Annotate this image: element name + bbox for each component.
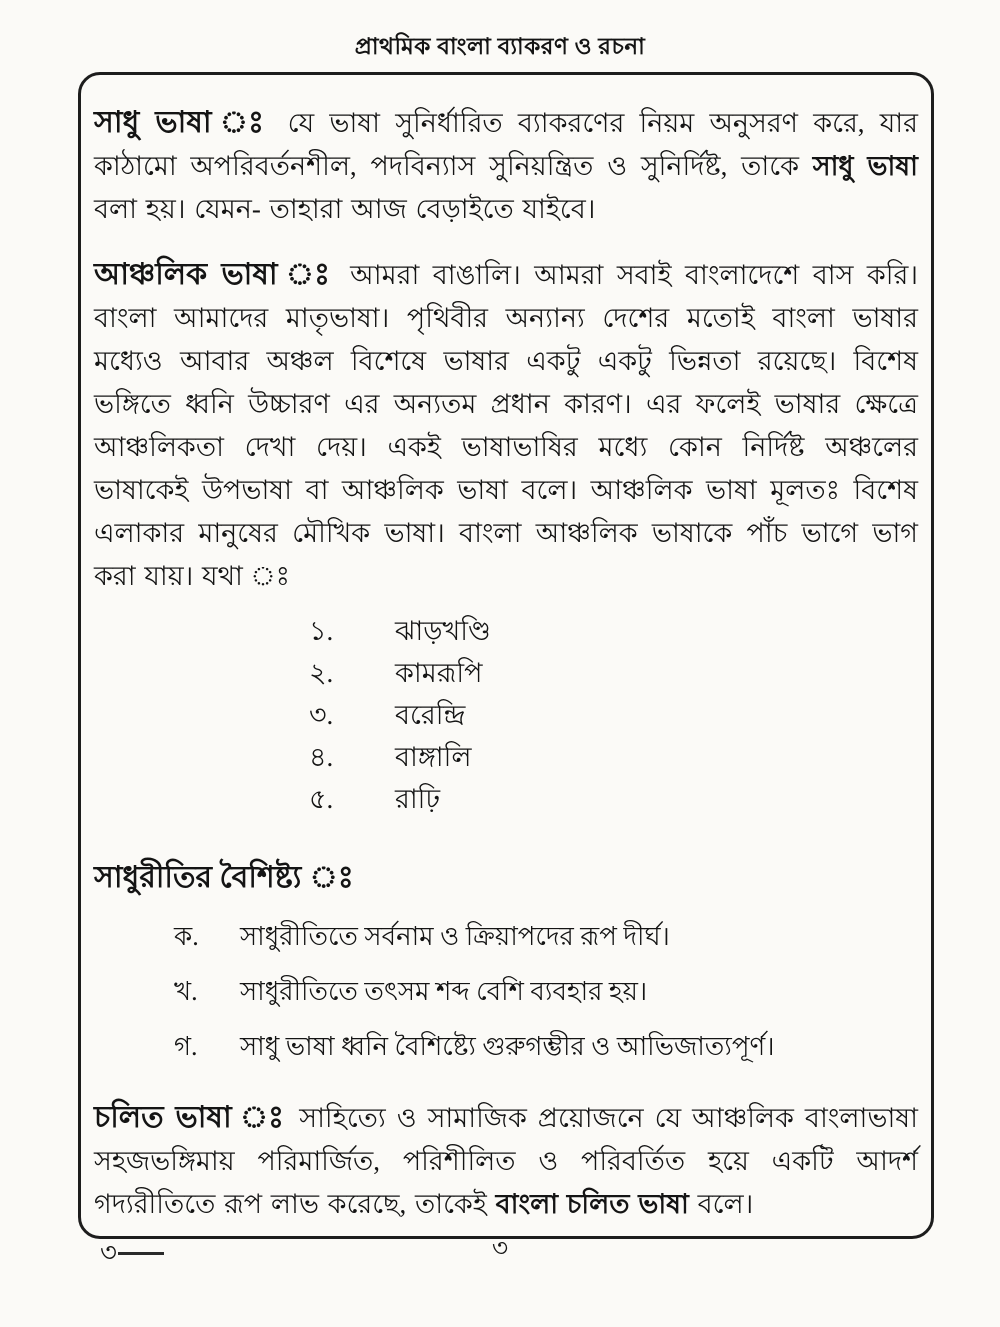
feature-item xyxy=(94,916,918,958)
sadhu-bhasha-heading: সাধু ভাষা ঃ xyxy=(94,106,273,139)
sadhu-bhasha-bold-term: সাধু ভাষা xyxy=(812,151,918,181)
feature-item xyxy=(94,971,918,1013)
dialect-number: ১. xyxy=(309,616,334,646)
cholito-bhasha-heading: চলিত ভাষা ঃ xyxy=(94,1101,289,1134)
dialect-number: ৩. xyxy=(309,700,334,730)
dialect-list xyxy=(309,610,918,820)
sadhu-bhasha-text-1: যে ভাষা সুনির্ধারিত ব্যাকরণের নিয়ম অনুসরণ করে, যার কাঠামো অপরিবর্তনশীল, পদবিন্যাস সুনিয়ন্ত্রিত ও সুনির্দিষ্ট, তাকে xyxy=(94,108,918,181)
page-header-title: প্রাথমিক বাংলা ব্যাকরণ ও রচনা xyxy=(354,34,646,59)
footer-center-page-number: ৩ xyxy=(491,1235,509,1262)
footer-left-page-number: ৩ xyxy=(100,1238,117,1267)
feature-text: সাধুরীতিতে তৎসম শব্দ বেশি ব্যবহার হয়। xyxy=(240,977,648,1006)
dialect-list-item xyxy=(309,736,918,778)
dialect-list-item xyxy=(309,778,918,820)
anchalik-bhasha-heading: আঞ্চলিক ভাষা ঃ xyxy=(94,258,337,291)
dialect-list-item xyxy=(309,652,918,694)
dialect-list-item xyxy=(309,610,918,652)
dialect-number: ৫. xyxy=(309,784,334,814)
dialect-label: রাঢ়ি xyxy=(395,784,441,814)
dialect-label: বরেন্দ্রি xyxy=(395,700,466,730)
feature-text: সাধুরীতিতে সর্বনাম ও ক্রিয়াপদের রূপ দীর্ঘ। xyxy=(240,922,670,951)
cholito-bhasha-text-2: বলে। xyxy=(688,1189,754,1219)
feature-text: সাধু ভাষা ধ্বনি বৈশিষ্ট্যে গুরুগম্ভীর ও আভিজাত্যপূর্ণ। xyxy=(240,1032,775,1061)
anchalik-bhasha-text: আমরা বাঙালি। আমরা সবাই বাংলাদেশে বাস করি। বাংলা আমাদের মাতৃভাষা। পৃথিবীর অন্যান্য দেশের মতোই বাংলা ভাষার মধ্যেও আবার অঞ্চল বিশেষে ভাষার একটু একটু ভিন্নতা রয়েছে। বিশেষ ভঙ্গিতে ধ্বনি উচ্চারণ এর অন্যতম প্রধান কারণ। এর ফলেই ভাষার ক্ষেত্রে আঞ্চলিকতা দেখা দেয়। একই ভাষাভাষির মধ্যে কোন নির্দিষ্ট অঞ্চলের ভাষাকেই উপভাষা বা আঞ্চলিক ভাষা বলে। আঞ্চলিক ভাষা মূলতঃ বিশেষ এলাকার মানুষের মৌখিক ভাষা। বাংলা আঞ্চলিক ভাষাকে পাঁচ ভাগে ভাগ করা যায়। যথা ঃ xyxy=(94,260,918,591)
dialect-number: ২. xyxy=(309,658,334,688)
dialect-label: কামরূপি xyxy=(395,658,483,688)
paragraph-sadhu-bhasha xyxy=(94,101,918,231)
feature-letter: ক. xyxy=(174,922,199,951)
sadhu-features-heading: সাধুরীতির বৈশিষ্ট্য ঃ xyxy=(94,861,354,894)
feature-letter: গ. xyxy=(174,1032,198,1061)
sadhu-features-list xyxy=(94,916,918,1068)
cholito-bhasha-bold-term: বাংলা চলিত ভাষা xyxy=(495,1189,689,1219)
dialect-list-item xyxy=(309,694,918,736)
feature-item xyxy=(94,1026,918,1068)
content-border-box xyxy=(78,72,934,1239)
cholito-bhasha-text-1: সাহিত্যে ও সামাজিক প্রয়োজনে যে আঞ্চলিক বাংলাভাষা সহজভঙ্গিমায় পরিমার্জিত, পরিশীলিত ও পরিবর্তিত হয়ে একটি আদর্শ গদ্যরীতিতে রূপ লাভ করেছে, তাকেই xyxy=(94,1103,919,1219)
dialect-label: ঝাড়খণ্ডি xyxy=(395,616,491,646)
sadhu-bhasha-text-2: বলা হয়। যেমন- তাহারা আজ বেড়াইতে যাইবে। xyxy=(94,194,596,224)
dialect-label: বাঙ্গালি xyxy=(395,742,472,772)
paragraph-cholito-bhasha xyxy=(94,1096,918,1226)
dialect-number: ৪. xyxy=(309,742,334,772)
feature-letter: খ. xyxy=(174,977,198,1006)
paragraph-anchalik-bhasha xyxy=(94,253,918,598)
